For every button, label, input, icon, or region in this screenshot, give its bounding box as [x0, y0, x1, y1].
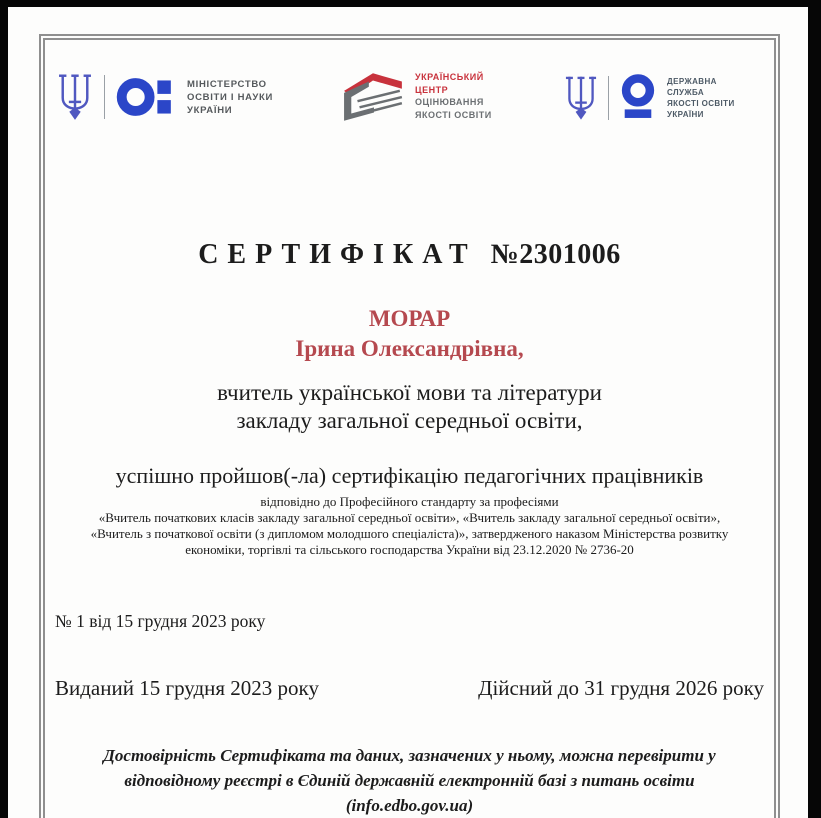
state-service-line: СЛУЖБА	[667, 88, 705, 97]
trident-icon	[57, 71, 93, 123]
ministry-logo-text	[187, 78, 273, 117]
assessment-line: УКРАЇНСЬКИЙ	[415, 72, 484, 82]
assessment-line: ЦЕНТР	[415, 84, 449, 95]
state-service-logo-text	[667, 76, 735, 120]
certificate-page	[8, 7, 808, 818]
certificate-title	[39, 239, 780, 271]
position-line: вчитель української мови та літератури	[217, 380, 602, 405]
trident-icon	[564, 73, 598, 123]
logo-ministry	[57, 71, 273, 123]
open-book-icon	[342, 67, 406, 125]
assessment-line: ЯКОСТІ ОСВІТИ	[415, 109, 492, 120]
standard-intro: відповідно до Професійного стандарту за професіями	[260, 494, 559, 509]
holder-name-block	[39, 304, 780, 364]
position-line: закладу загальної середньої освіти,	[236, 408, 583, 433]
holder-position-block	[39, 379, 780, 435]
standard-details-text: «Вчитель початкових класів закладу загальної середньої освіти», «Вчитель закладу загальної середньої освіти», «Вчитель з початкової освіти (з дипломом молодшого спеціаліста)», затвердженого наказом Міністерства розвитку економіки, торгівлі та сільського господарства України від 23.12.2020 № 2736-20	[90, 510, 729, 557]
ministry-line: ОСВІТИ І НАУКИ	[187, 91, 273, 103]
verification-note-text: Достовірність Сертифіката та даних, зазначених у ньому, можна перевірити у відповідному реєстрі в Єдиній державній електронній базі з питань освіти (info.edbo.gov.ua)	[103, 746, 716, 815]
issued-date: Виданий 15 грудня 2023 року	[55, 676, 319, 700]
ministry-line: УКРАЇНИ	[187, 104, 233, 116]
certification-statement: успішно пройшов(-ла) сертифікацію педагогічних працівників	[115, 463, 704, 488]
sseq-emblem-icon	[619, 74, 657, 122]
state-service-line: ЯКОСТІ ОСВІТИ	[667, 99, 735, 108]
state-service-line: ДЕРЖАВНА	[667, 77, 717, 86]
registry-number: № 1 від 15 грудня 2023 року	[55, 611, 266, 631]
standard-details	[39, 510, 780, 558]
logo-state-service	[564, 73, 735, 123]
holder-given-name: Ірина Олександрівна,	[295, 336, 524, 361]
logo-divider	[104, 75, 105, 119]
certificate-number: №2301006	[490, 239, 621, 270]
holder-surname: МОРАР	[368, 306, 451, 331]
ministry-line: МІНІСТЕРСТВО	[187, 78, 267, 90]
assessment-center-logo-text	[415, 71, 492, 121]
verification-note	[39, 743, 780, 818]
dates-row	[55, 676, 764, 701]
assessment-line: ОЦІНЮВАННЯ	[415, 97, 484, 107]
mon-emblem-icon	[116, 76, 176, 118]
valid-until-date: Дійсний до 31 грудня 2026 року	[478, 676, 764, 700]
logo-divider	[608, 76, 609, 120]
logo-assessment-center	[342, 67, 492, 125]
certificate-title-word: СЕРТИФІКАТ	[198, 239, 477, 270]
state-service-line: УКРАЇНИ	[667, 110, 704, 119]
